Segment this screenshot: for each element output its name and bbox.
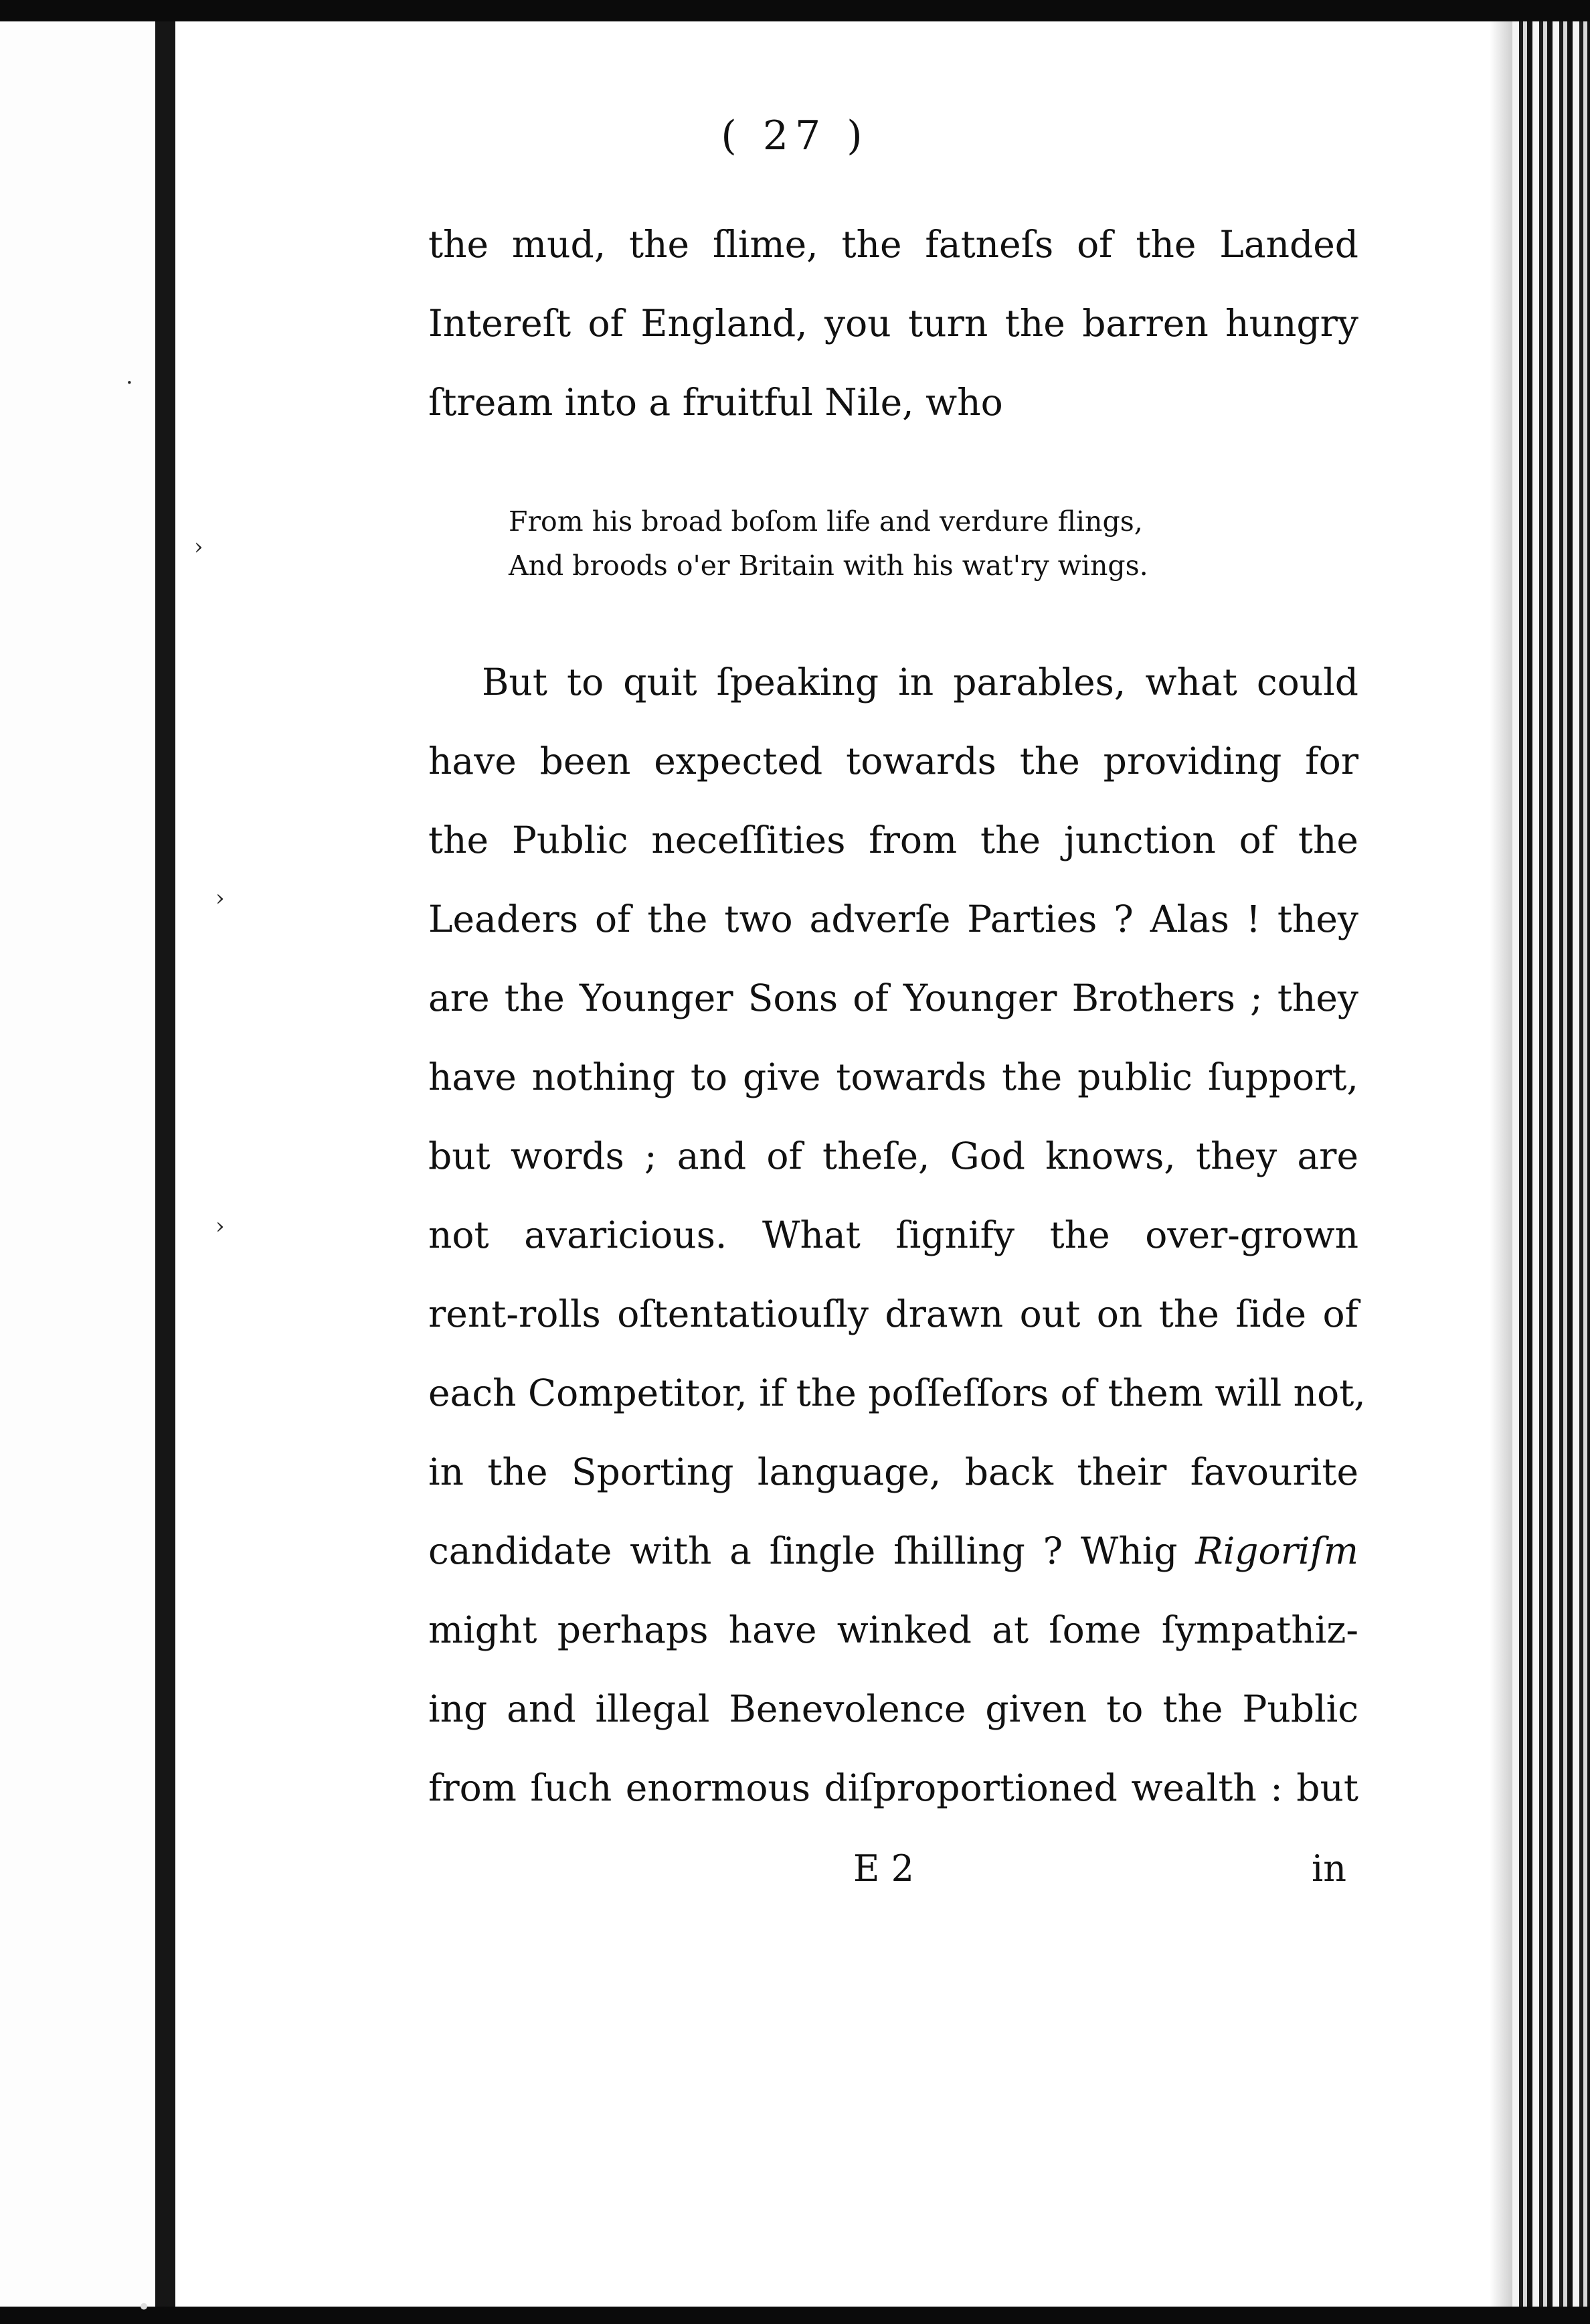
gutter-shadow	[155, 21, 175, 2307]
stray-mark: •	[137, 2294, 151, 2321]
text-line: the Public neceſſities from the junction of the	[428, 819, 1358, 861]
catchword: in	[1312, 1847, 1347, 1890]
text-line: the mud, the ſlime, the fatneſs of the Landed	[428, 223, 1358, 266]
text-line: might perhaps have winked at ſome ſympathiz-	[428, 1608, 1358, 1651]
verse-line: From his broad boſom life and verdure flings,	[509, 505, 1143, 537]
text-line: each Competitor, if the poſſeſſors of them will not,	[428, 1372, 1366, 1414]
text-segment: candidate with a ſingle ſhilling ? Whig	[428, 1529, 1178, 1572]
stray-mark: ›	[194, 533, 203, 560]
text-line: in the Sporting language, back their favourite	[428, 1450, 1358, 1493]
signature-mark: E 2	[853, 1847, 914, 1890]
text-line: But to quit ſpeaking in parables, what could	[482, 661, 1358, 703]
text-line: Intereſt of England, you turn the barren hungry	[428, 302, 1358, 345]
scan-bottom-border	[0, 2307, 1590, 2324]
text-line: ſtream into a fruitful Nile, who	[428, 381, 1003, 424]
text-line: but words ; and of theſe, God knows, they are	[428, 1135, 1358, 1177]
text-line: ing and illegal Benevolence given to the Public	[428, 1687, 1358, 1730]
text-line: have been expected towards the providing for	[428, 740, 1358, 782]
text-line: from ſuch enormous diſproportioned wealth : but	[428, 1766, 1358, 1809]
stray-mark: ·	[126, 369, 133, 396]
verse-quotation	[509, 499, 1148, 588]
verse-line: And broods o'er Britain with his wat'ry wings.	[509, 550, 1148, 582]
text-line: are the Younger Sons of Younger Brothers ; they	[428, 977, 1358, 1019]
scan-top-border	[0, 0, 1590, 21]
page-edge-shade	[1490, 21, 1512, 2307]
main-paragraph	[428, 643, 1366, 1827]
text-line-with-italic	[428, 1511, 1358, 1590]
text-line: Leaders of the two adverſe Parties ? Alas ! they	[428, 898, 1358, 940]
text-line: rent-rolls oſtentatiouſly drawn out on the ſide of	[428, 1293, 1358, 1335]
page-number: ( 27 )	[721, 112, 869, 159]
italic-word: Rigoriſm	[1195, 1529, 1358, 1572]
book-edge	[1512, 21, 1590, 2307]
text-line: have nothing to give towards the public ſupport,	[428, 1056, 1358, 1098]
facing-page-margin	[0, 21, 155, 2307]
stray-mark: ›	[215, 885, 225, 912]
stray-mark: ›	[215, 1213, 225, 1240]
opening-text	[428, 205, 1358, 442]
text-line: not avaricious. What ſignify the over-grown	[428, 1214, 1358, 1256]
